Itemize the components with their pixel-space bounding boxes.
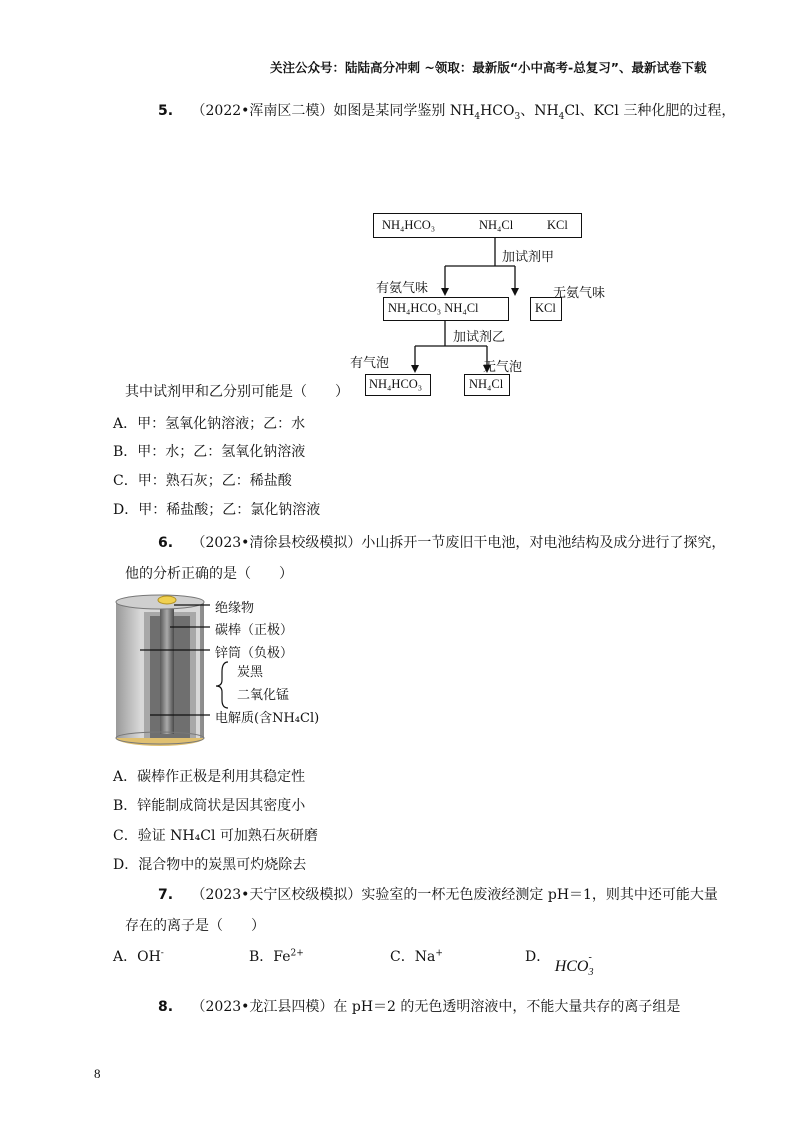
flow-mid-text: NH₄HCO₃ NH₄Cl: [388, 301, 479, 315]
flow-bottom-right-box: [464, 374, 510, 396]
question-stem: 在 pH＝2 的无色透明溶液中，不能大量共存的离子组是: [333, 999, 681, 1015]
option-sup: 2+: [290, 948, 304, 959]
flow-right-text: KCl: [535, 301, 556, 315]
option-text: D．: [525, 949, 551, 965]
question-7-line: [158, 884, 718, 904]
formula-subscript: 3: [588, 967, 594, 978]
flow-step1-label: 加试剂甲: [502, 250, 555, 265]
formula-charge: -: [588, 952, 592, 963]
battery-label-carbon-rod: 碳棒（正极）: [215, 623, 294, 638]
question-source: （2023•天宁区校级模拟）: [191, 887, 362, 903]
flow-right-box: [530, 297, 562, 321]
question-8-line: [158, 996, 680, 1016]
battery-label-carbon-black: 炭黑: [237, 665, 264, 680]
option-text: B．Fe: [249, 949, 291, 965]
flow-top-box: [373, 213, 582, 238]
question-source: （2023•清徐县校级模拟）: [191, 535, 362, 551]
q6-option-b[interactable]: B．锌能制成筒状是因其密度小: [113, 798, 306, 814]
question-stem: 小山拆开一节废旧干电池，对电池结构及成分进行了探究，: [361, 535, 726, 551]
q7-option-b[interactable]: [249, 946, 304, 966]
q5-option-d[interactable]: D．甲：稀盐酸；乙：氯化钠溶液: [113, 502, 321, 518]
question-number: 8.: [158, 999, 174, 1015]
flow-bottom-left-box: [365, 374, 431, 396]
q6-option-c[interactable]: C．验证 NH₄Cl 可加熟石灰研磨: [113, 828, 318, 844]
battery-label-electrolyte: 电解质(含NH₄Cl): [215, 711, 320, 726]
battery-label-mno2: 二氧化锰: [237, 688, 290, 703]
flow-right-branch-label: 无氨气味: [553, 286, 606, 301]
q5-option-a[interactable]: A．甲：氢氧化钠溶液；乙：水: [113, 416, 306, 432]
question-source: （2022•浑南区二模）: [191, 103, 334, 119]
question-stem: 实验室的一杯无色废液经测定 pH＝1，则其中还可能大量: [361, 887, 718, 903]
option-text: C．Na: [390, 949, 436, 965]
option-text: A．OH: [113, 949, 161, 965]
battery-label-zinc-can: 锌筒（负极）: [215, 646, 294, 661]
q5-option-c[interactable]: C．甲：熟石灰；乙：稀盐酸: [113, 473, 292, 489]
option-sup: -: [160, 948, 164, 959]
flow-bottom-left-text: NH₄HCO₃: [369, 377, 423, 391]
q6-option-a[interactable]: A．碳棒作正极是利用其稳定性: [113, 769, 306, 785]
flow-step2-label: 加试剂乙: [453, 330, 506, 345]
flow-bottom-right-text: NH₄Cl: [469, 377, 504, 391]
page-number: 8: [94, 1066, 101, 1081]
flow-left2-label: 有气泡: [350, 356, 390, 371]
flow-mid-box: [383, 297, 509, 321]
bicarbonate-formula: HCO - 3: [554, 952, 594, 978]
q7-option-c[interactable]: [390, 946, 443, 966]
q6-option-d[interactable]: D．混合物中的炭黑可灼烧除去: [113, 857, 307, 873]
flow-left-branch-label: 有氨气味: [376, 281, 429, 296]
q5-option-b[interactable]: B．甲：水；乙：氢氧化钠溶液: [113, 444, 306, 460]
battery-label-insulator: 绝缘物: [215, 601, 255, 616]
question-number: 7.: [158, 887, 174, 903]
question-stem: 如图是某同学鉴别 $NH_4HCO_3$、$NH_4Cl$、KCl 三种化肥的过程，: [333, 103, 736, 122]
q7-stem-line2: 存在的离子是（ ）: [125, 918, 265, 934]
q7-option-d[interactable]: [525, 946, 596, 978]
q7-option-a[interactable]: [113, 946, 164, 966]
flow-top-item: NH₄Cl: [479, 218, 514, 232]
option-sup: +: [435, 948, 443, 959]
question-number: 6.: [158, 535, 174, 551]
flow-top-item: KCl: [547, 218, 568, 232]
q5-question: 其中试剂甲和乙分别可能是（ ）: [125, 384, 349, 400]
flow-top-item: NH₄HCO₃: [382, 218, 436, 232]
question-number: 5.: [158, 103, 174, 119]
page-header: 关注公众号：陆陆高分冲刺 ~领取：最新版“小中高考-总复习”、最新试卷下载: [270, 60, 707, 75]
question-6-line: [158, 532, 725, 552]
question-source: （2023•龙江县四模）: [191, 999, 334, 1015]
q6-stem-line2: 他的分析正确的是（ ）: [125, 566, 293, 582]
flow-right2-label: 无气泡: [483, 360, 523, 375]
question-5-line: [158, 100, 735, 122]
